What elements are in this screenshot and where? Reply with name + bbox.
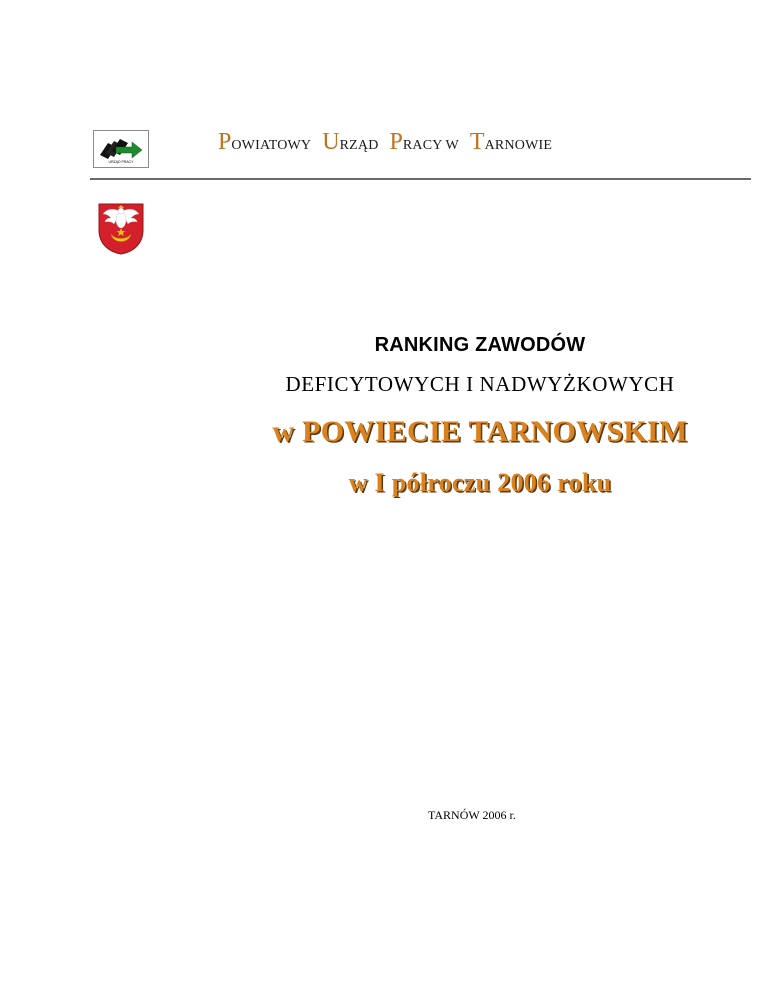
title-line-1: RANKING ZAWODÓW [374, 334, 586, 356]
institution-word-3: PRACY W [389, 129, 459, 155]
header-divider [90, 178, 751, 180]
title-line-4: w I półroczu 2006 roku [348, 468, 612, 497]
institution-word-2: URZĄD [322, 129, 379, 155]
urzad-pracy-logo-icon [93, 130, 149, 168]
coat-of-arms-icon [93, 200, 149, 256]
institution-word-1: POWIATOWY [218, 129, 312, 155]
logo-caption: URZĄD PRACY [108, 160, 134, 164]
title-line-3: w POWIECIE TARNOWSKIM [272, 415, 688, 448]
institution-name [218, 130, 563, 154]
title-line-2: DEFICYTOWYCH I NADWYŻKOWYCH [285, 372, 675, 396]
place-date: TARNÓW 2006 r. [428, 808, 516, 822]
institution-word-4: TARNOWIE [469, 129, 553, 155]
